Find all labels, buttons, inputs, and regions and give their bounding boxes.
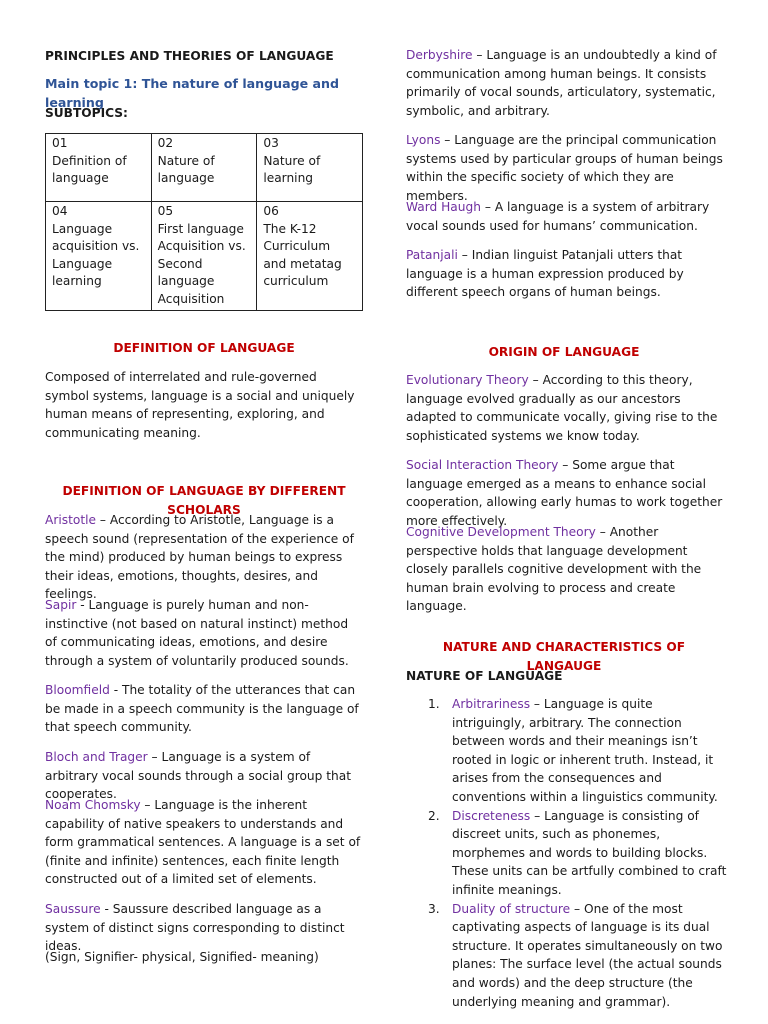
- theory-name: Evolutionary Theory: [406, 373, 529, 387]
- table-cell: [257, 202, 363, 311]
- origin-heading: ORIGIN OF LANGUAGE: [488, 345, 640, 359]
- theory-entry: [406, 371, 728, 445]
- feature-separator: –: [570, 901, 584, 916]
- cell-number: 05: [157, 204, 174, 218]
- scholar-entry: [406, 198, 728, 235]
- scholar-name: Lyons: [406, 133, 441, 147]
- scholar-name: Derbyshire: [406, 48, 473, 62]
- feature-name: Discreteness: [452, 808, 531, 823]
- scholar-separator: –: [480, 200, 495, 214]
- scholar-separator: –: [95, 513, 110, 527]
- table-cell: [46, 202, 152, 311]
- scholar-text: The totality of the utterances that can be made in a speech community is the language of that speech community.: [45, 683, 359, 735]
- scholar-name: Ward Haugh: [406, 200, 481, 214]
- theory-entry: [406, 456, 728, 530]
- scholar-name: Patanjali: [406, 248, 458, 262]
- scholar-entry: [45, 796, 363, 889]
- definition-heading: DEFINITION OF LANGUAGE: [113, 341, 295, 355]
- cell-number: 03: [263, 136, 279, 150]
- list-number: 2.: [428, 808, 440, 823]
- feature-separator: –: [530, 697, 544, 711]
- theory-name: Cognitive Development Theory: [406, 525, 596, 539]
- scholar-text: Language is a system of arbitrary vocal sounds through a social group that cooperates.: [45, 750, 352, 802]
- theory-entry: [406, 523, 728, 616]
- feature-name: Arbitrariness: [452, 697, 531, 711]
- cell-text: Nature of language: [157, 153, 215, 186]
- cell-text: First language Acquisition vs. Second language Acquisition: [157, 221, 246, 306]
- theory-separator: –: [528, 373, 543, 387]
- scholar-text: Language is the inherent capability of native speakers to understands and form grammatical sentences. A language is a set of (finite and infinite) sentences, each finite length constructed out of a limited set of elements.: [45, 798, 361, 887]
- scholar-separator: -: [109, 683, 122, 697]
- theory-text: Another perspective holds that language development closely parallels cognitive development with the human brain evolving to process and create language.: [406, 525, 702, 614]
- cell-text: Language acquisition vs. Language learning: [52, 221, 140, 289]
- table-cell: [257, 134, 363, 202]
- cell-number: 01: [52, 136, 68, 150]
- cell-number: 06: [263, 204, 279, 218]
- theory-separator: –: [558, 458, 573, 472]
- definition-paragraph: Composed of interrelated and rule-governed symbol systems, language is a social and uniquely human means of representing, exploring, and communicating meaning.: [45, 370, 355, 440]
- scholar-text: According to Aristotle, Language is a speech sound (representation of the experience of the mind) produced by human beings to express their ideas, emotions, thoughts, desires, and feelings.: [45, 513, 354, 602]
- table-cell: [46, 134, 152, 202]
- main-topic-heading: Main topic 1: The nature of language and learning: [45, 76, 339, 110]
- theory-separator: –: [595, 525, 610, 539]
- cell-number: 04: [52, 204, 68, 218]
- scholar-entry: [406, 131, 728, 205]
- feature-text: Language is quite intriguingly, arbitrary. The connection between words and their meanings isn’t rooted in logic or inherent truth. Instead, it arises from the consequences and conventions within a linguistics community.: [452, 697, 718, 804]
- table-row: [46, 134, 363, 202]
- scholar-text: Saussure described language as a system of distinct signs corresponding to distinct ideas.: [45, 902, 345, 954]
- subtopics-table: [45, 133, 363, 311]
- feature-text: One of the most captivating aspects of language is its dual structure. It operates simultaneously on two planes: The surface level (the actual sounds and words) and the deep structure (the underlying meaning and grammar).: [452, 901, 723, 1009]
- nature-subheading: NATURE OF LANGUAGE: [406, 669, 563, 683]
- scholar-separator: –: [472, 48, 487, 62]
- list-number: 3.: [428, 901, 440, 916]
- cell-text: The K-12 Curriculum and metatag curriculum: [263, 221, 342, 289]
- scholar-entry: [45, 511, 363, 604]
- scholar-name: Bloomfield: [45, 683, 110, 697]
- table-cell: [151, 202, 257, 311]
- list-item: [406, 807, 728, 900]
- scholar-entry: [45, 681, 363, 737]
- subtopics-label: SUBTOPICS:: [45, 106, 128, 120]
- scholar-entry: [406, 46, 728, 120]
- cell-number: 02: [157, 136, 174, 150]
- table-cell: [151, 134, 257, 202]
- feature-text: Language is consisting of discreet units, such as phonemes, morphemes and words to building blocks. These units can be artfully combined to craft infinite meanings.: [452, 808, 727, 897]
- theory-name: Social Interaction Theory: [406, 458, 559, 472]
- list-item: [406, 900, 728, 1012]
- scholar-text: A language is a system of arbitrary vocal sounds used for humans’ communication.: [406, 200, 710, 233]
- scholar-name: Noam Chomsky: [45, 798, 141, 812]
- scholar-text: Indian linguist Patanjali utters that language is a human expression produced by different speech organs of human beings.: [406, 248, 684, 300]
- scholar-name: Bloch and Trager: [45, 750, 148, 764]
- feature-name: Duality of structure: [452, 901, 571, 916]
- theory-text: Some argue that language emerged as a means to enhance social cooperation, allowing early humas to work together more effectively.: [406, 458, 723, 528]
- scholar-separator: –: [457, 248, 472, 262]
- scholar-entry: [45, 596, 363, 670]
- scholar-separator: –: [440, 133, 455, 147]
- scholar-name: Sapir: [45, 598, 77, 612]
- table-row: [46, 202, 363, 311]
- list-item: [406, 695, 728, 807]
- cell-text: Nature of learning: [263, 153, 321, 186]
- scholar-text: Language is an undoubtedly a kind of communication among human beings. It consists primarily of vocal sounds, articulatory, systematic, symbolic, and arbitrary.: [406, 48, 717, 118]
- scholar-name: Aristotle: [45, 513, 96, 527]
- list-number: 1.: [428, 697, 440, 711]
- scholar-name: Saussure: [45, 902, 101, 916]
- scholar-text: Language are the principal communication systems used by particular groups of human beings within the specific society of which they are members.: [406, 133, 723, 203]
- scholars-heading: DEFINITION OF LANGUAGE BY DIFFERENT SCHOLARS: [62, 484, 346, 517]
- scholar-entry: [406, 246, 728, 302]
- scholar-text: Language is purely human and non-instinctive (not based on natural instinct) method of communicating ideas, emotions, and desire through a system of voluntarily produced sounds.: [45, 598, 349, 668]
- theory-text: According to this theory, language evolved gradually as our ancestors adapted to communicate vocally, giving rise to the sophisticated systems we know today.: [406, 373, 718, 443]
- feature-separator: –: [530, 808, 545, 823]
- scholar-separator: -: [76, 598, 89, 612]
- cell-text: Definition of language: [52, 153, 127, 186]
- scholar-separator: –: [147, 750, 162, 764]
- scholar-separator: –: [140, 798, 155, 812]
- document-title: PRINCIPLES AND THEORIES OF LANGUAGE: [45, 49, 334, 63]
- nature-heading: NATURE AND CHARACTERISTICS OF LANGAUGE: [442, 640, 686, 673]
- scholar-separator: -: [100, 902, 113, 916]
- sign-note: (Sign, Signifier- physical, Signified- meaning): [45, 950, 319, 964]
- nature-list: [406, 695, 728, 1011]
